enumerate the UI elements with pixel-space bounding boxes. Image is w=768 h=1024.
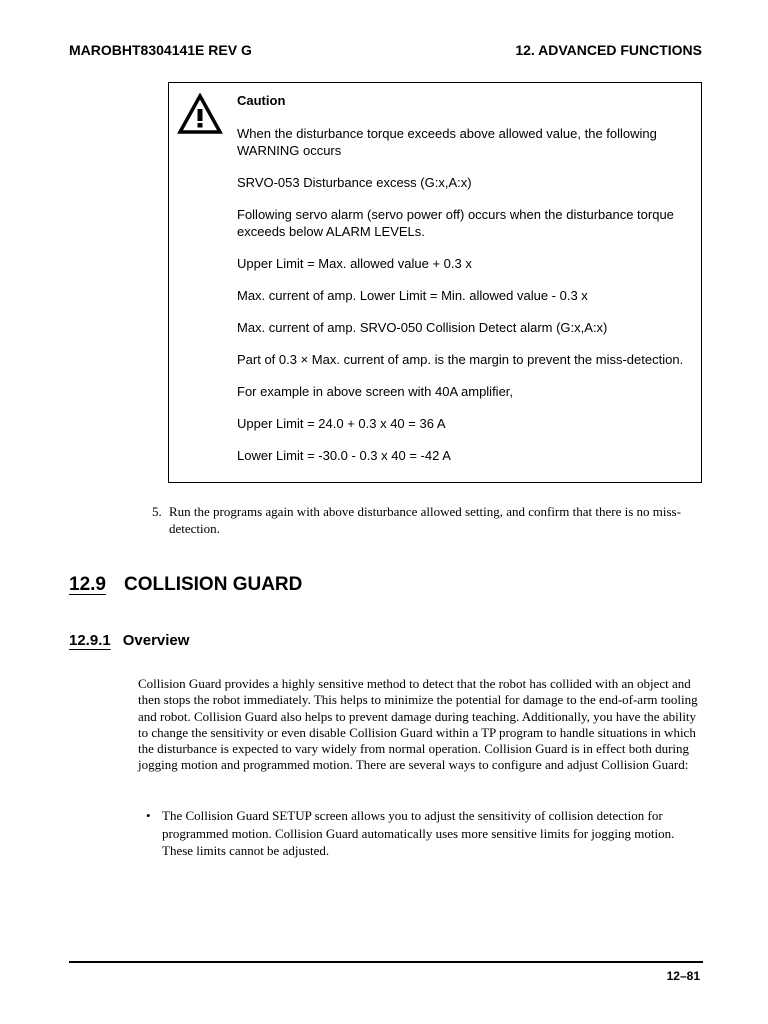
caution-paragraph: Upper Limit = Max. allowed value + 0.3 x bbox=[237, 256, 472, 271]
caution-paragraph: SRVO-053 Disturbance excess (G:x,A:x) bbox=[237, 175, 472, 190]
bullet-text: The Collision Guard SETUP screen allows you to adjust the sensitivity of collision detection for programmed motion. Collision Guard automatically uses more sensitive limits for jogging motion. These limits cannot be adjusted. bbox=[162, 808, 675, 858]
caution-title: Caution bbox=[237, 93, 286, 108]
caution-paragraph: Following servo alarm (servo power off) occurs when the disturbance torque exceeds below ALARM LEVELs. bbox=[237, 207, 674, 239]
step-item bbox=[152, 503, 692, 537]
page-number: 12–81 bbox=[666, 969, 700, 983]
caution-paragraph: Max. current of amp. Lower Limit = Min. allowed value - 0.3 x bbox=[237, 288, 588, 303]
footer-rule bbox=[69, 961, 703, 963]
section-number: 12.9 bbox=[69, 574, 106, 595]
subsection-title: Overview bbox=[122, 632, 190, 649]
caution-paragraph: Part of 0.3 × Max. current of amp. is the margin to prevent the miss-detection. bbox=[237, 352, 684, 367]
caution-paragraph: When the disturbance torque exceeds above allowed value, the following WARNING occurs bbox=[237, 126, 657, 158]
caution-paragraph: Lower Limit = -30.0 - 0.3 x 40 = -42 A bbox=[237, 448, 451, 463]
subsection-number: 12.9.1 bbox=[69, 632, 111, 649]
overview-paragraph: Collision Guard provides a highly sensitive method to detect that the robot has collided with an object and then stops the robot immediately. This helps to minimize the potential for damage to the end-of-arm tooling and robot. Collision Guard also helps to prevent damage during teaching. Additionally, you have the ability to change the sensitivity or even disable Collision Guard within a TP program to handle situations in which the disturbance is expected to vary widely from normal operation. Collision Guard is in effect both during jogging motion and programmed motion. There are several ways to configure and adjust Collision Guard: bbox=[138, 676, 698, 773]
step-text: Run the programs again with above disturbance allowed setting, and confirm that there is no miss-detection. bbox=[169, 504, 681, 536]
bullet-icon: • bbox=[146, 808, 151, 823]
document-id: MAROBHT8304141E REV G bbox=[69, 42, 252, 58]
list-item bbox=[146, 807, 698, 860]
subsection-heading bbox=[69, 632, 189, 649]
caution-paragraph: Max. current of amp. SRVO-050 Collision Detect alarm (G:x,A:x) bbox=[237, 320, 608, 335]
caution-paragraph: Upper Limit = 24.0 + 0.3 x 40 = 36 A bbox=[237, 416, 446, 431]
section-heading bbox=[69, 574, 302, 596]
caution-content bbox=[237, 92, 697, 479]
section-title: COLLISION GUARD bbox=[123, 574, 303, 595]
caution-box bbox=[168, 82, 702, 483]
step-number: 5. bbox=[152, 504, 162, 519]
chapter-title: 12. ADVANCED FUNCTIONS bbox=[515, 42, 702, 58]
warning-triangle-icon bbox=[177, 93, 223, 140]
caution-paragraph: For example in above screen with 40A amplifier, bbox=[237, 384, 514, 399]
